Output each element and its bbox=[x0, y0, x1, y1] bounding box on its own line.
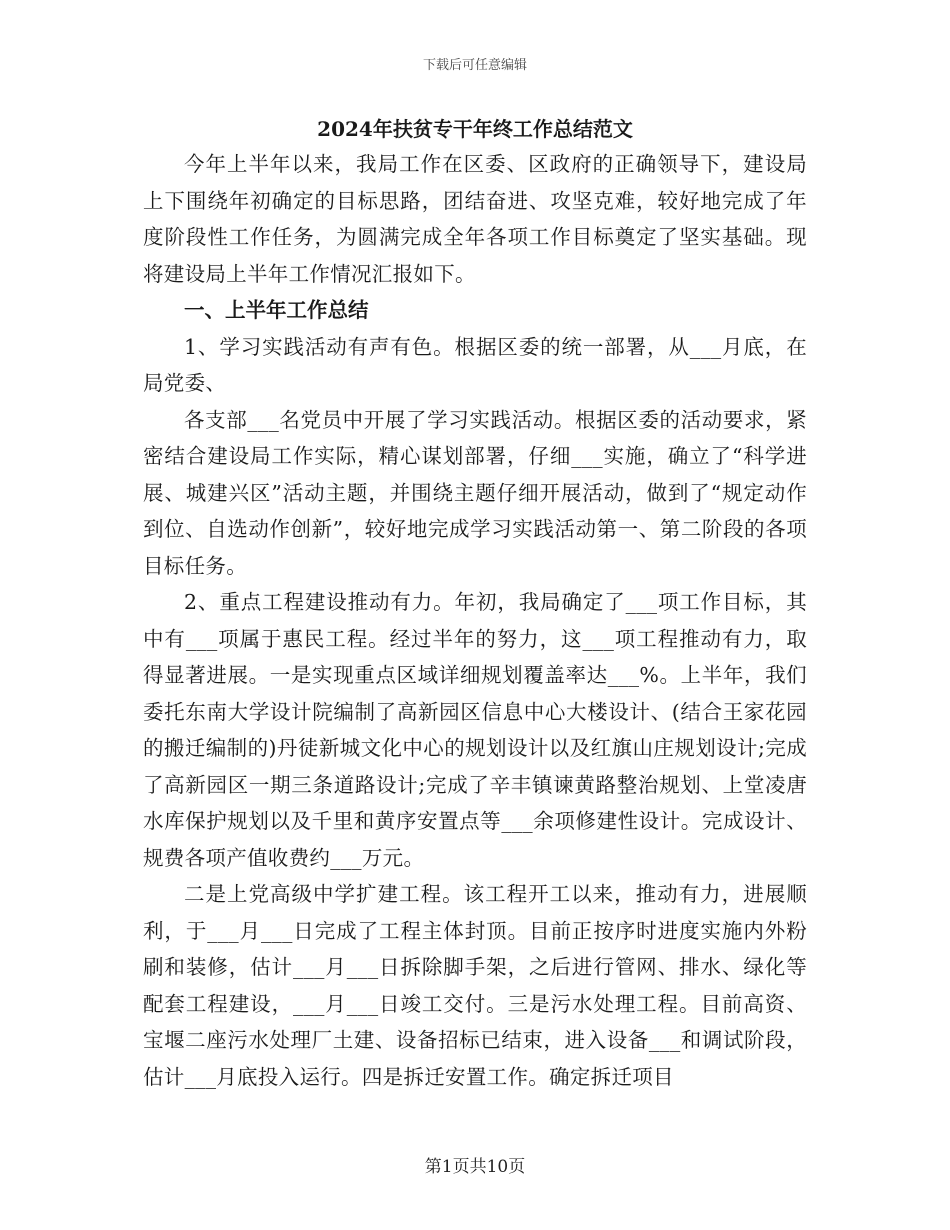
paragraph-key-projects: 2、重点工程建设推动有力。年初，我局确定了___项工作目标，其中有___项属于惠民工程。经过半年的努力，这___项工程推动有力，取得显著进展。一是实现重点区域详细规划覆盖率达___%。上半年，我们委托东南大学设计院编制了高新园区信息中心大楼设计、(结合王家花园的搬迁编制的)丹徒新城文化中心的规划设计以及红旗山庄规划设计;完成了高新园区一期三条道路设计;完成了辛丰镇谏黄路整治规划、上堂凌唐水库保护规划以及千里和黄序安置点等___余项修建性设计。完成设计、规费各项产值收费约___万元。 bbox=[143, 590, 807, 870]
paragraph-intro: 今年上半年以来，我局工作在区委、区政府的正确领导下，建设局上下围绕年初确定的目标思路，团结奋进、攻坚克难，较好地完成了年度阶段性工作任务，为圆满完成全年各项工作目标奠定了坚实基础。现将建设局上半年工作情况汇报如下。 bbox=[143, 152, 807, 286]
header-note: 下载后可任意编辑 bbox=[422, 58, 527, 73]
paragraph-high-school: 二是上党高级中学扩建工程。该工程开工以来，推动有力，进展顺利，于___月___日完成了工程主体封顶。目前正按序时进度实施内外粉刷和装修，估计___月___日拆除脚手架，之后进行管网、排水、绿化等配套工程建设，___月___日竣工交付。三是污水处理工程。目前高资、宝堰二座污水处理厂土建、设备招标已结束，进入设备___和调试阶段，估计___月底投入运行。四是拆迁安置工作。确定拆迁项目 bbox=[143, 882, 807, 1089]
paragraph-study-activity: 1、学习实践活动有声有色。根据区委的统一部署，从___月底，在局党委、 bbox=[143, 334, 807, 395]
page-number-footer: 第1页共10页 bbox=[424, 1157, 526, 1177]
section-heading: 一、上半年工作总结 bbox=[184, 298, 369, 322]
document-body bbox=[143, 116, 807, 1095]
paragraph-branches: 各支部___名党员中开展了学习实践活动。根据区委的活动要求，紧密结合建设局工作实际，精心谋划部署，仔细___实施，确立了“科学进展、城建兴区”活动主题，并围绕主题仔细开展活动，做到了“规定动作到位、自选动作创新”，较好地完成学习实践活动第一、第二阶段的各项目标任务。 bbox=[143, 407, 807, 578]
document-title: 2024年扶贫专干年终工作总结范文 bbox=[317, 117, 633, 141]
